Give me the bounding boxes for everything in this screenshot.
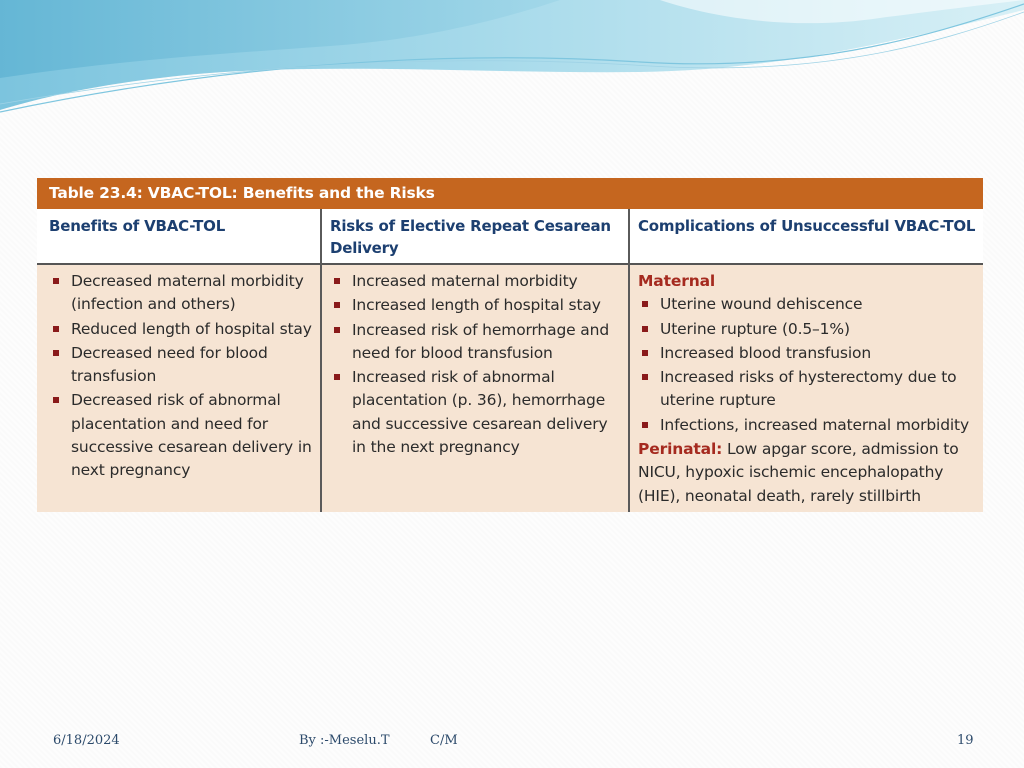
- footer-author: By :-Meselu.T: [299, 733, 390, 748]
- table-header-row: [37, 209, 983, 265]
- list-item: Increased risks of hysterectomy due to uterine rupture: [638, 366, 983, 413]
- maternal-subheading: Maternal: [638, 272, 716, 290]
- column-divider: [320, 209, 322, 512]
- footer-date: 6/18/2024: [53, 733, 120, 748]
- benefits-column: [49, 270, 317, 484]
- list-item: Infections, increased maternal morbidity: [638, 414, 983, 437]
- list-item: Reduced length of hospital stay: [49, 318, 317, 341]
- perinatal-label: Perinatal:: [638, 440, 723, 459]
- vbac-table: [37, 178, 983, 512]
- list-item: Decreased risk of abnormal placentation and need for successive cesarean delivery in next pregnancy: [49, 389, 317, 482]
- column-divider: [628, 209, 630, 512]
- list-item: Decreased need for blood transfusion: [49, 342, 317, 389]
- perinatal-paragraph: [638, 438, 983, 508]
- list-item: Increased risk of abnormal placentation (p. 36), hemorrhage and successive cesarean delivery in the next pregnancy: [330, 366, 622, 459]
- header-benefits: Benefits of VBAC-TOL: [49, 217, 226, 235]
- risks-column: [330, 270, 622, 460]
- list-item: Decreased maternal morbidity (infection and others): [49, 270, 317, 317]
- complications-column: [638, 270, 983, 508]
- header-complications: Complications of Unsuccessful VBAC-TOL: [638, 217, 976, 235]
- list-item: Increased risk of hemorrhage and need for blood transfusion: [330, 319, 622, 366]
- list-item: Increased blood transfusion: [638, 342, 983, 365]
- header-risks: Risks of Elective Repeat Cesarean Delivery: [330, 217, 611, 257]
- list-item: Increased maternal morbidity: [330, 270, 622, 293]
- footer-role: C/M: [430, 733, 458, 748]
- footer-page-number: 19: [957, 733, 974, 748]
- header-wave-decoration: [0, 0, 1024, 120]
- list-item: Uterine wound dehiscence: [638, 293, 983, 316]
- table-title: Table 23.4: VBAC-TOL: Benefits and the Risks: [37, 178, 983, 209]
- list-item: Uterine rupture (0.5–1%): [638, 318, 983, 341]
- perinatal-text: Low apgar score, admission to NICU, hypoxic ischemic encephalopathy (HIE), neonatal death, rarely stillbirth: [638, 440, 959, 505]
- list-item: Increased length of hospital stay: [330, 294, 622, 317]
